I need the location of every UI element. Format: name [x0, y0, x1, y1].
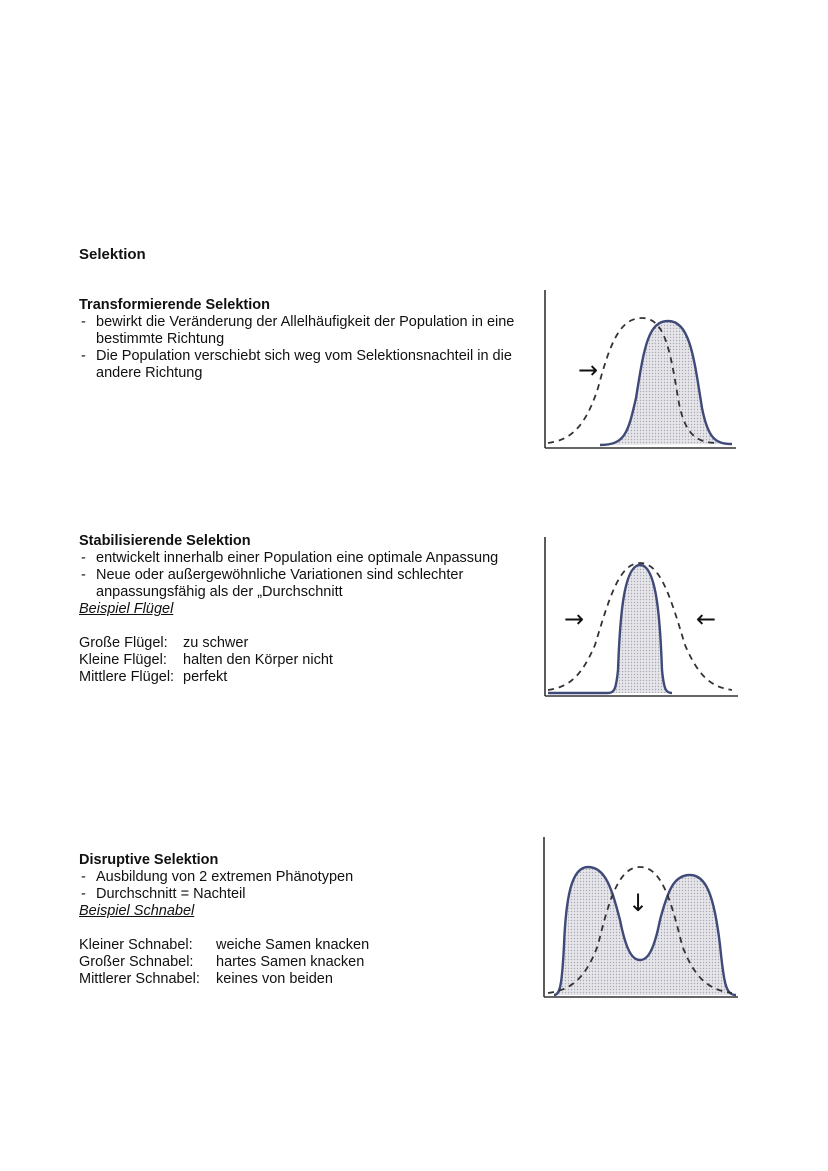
example-row [79, 971, 529, 988]
example-key: Mittlere Flügel: [79, 669, 175, 685]
bullet-item: - Durchschnitt = Nachteil [79, 886, 529, 903]
section-heading: Stabilisierende Selektion [79, 533, 251, 549]
example-row [79, 954, 529, 971]
example-value: halten den Körper nicht [183, 652, 333, 668]
example-heading: Beispiel Flügel [79, 601, 174, 617]
example-key: Großer Schnabel: [79, 954, 194, 970]
section-heading: Transformierende Selektion [79, 297, 270, 313]
section-transformierende-selektion [79, 297, 529, 382]
example-heading: Beispiel Schnabel [79, 903, 195, 919]
bullet-item: - bewirkt die Veränderung der Allelhäufigkeit der Population in eine bestimmte Richtung [79, 314, 529, 348]
example-row [79, 635, 529, 652]
example-key: Mittlerer Schnabel: [79, 971, 200, 987]
arrow-down-icon: ↓ [628, 889, 649, 917]
arrow-right-icon: → [564, 605, 585, 633]
example-value: keines von beiden [216, 971, 333, 987]
page-title: Selektion [79, 246, 146, 263]
bullet-list [79, 314, 529, 382]
example-key: Große Flügel: [79, 635, 168, 651]
example-key: Kleine Flügel: [79, 652, 167, 668]
arrow-left-icon: ← [696, 605, 717, 633]
bullet-list [79, 869, 529, 903]
section-stabilisierende-selektion [79, 533, 529, 686]
example-row [79, 937, 529, 954]
example-value: perfekt [183, 669, 228, 685]
example-row [79, 669, 529, 686]
bullet-item: - Ausbildung von 2 extremen Phänotypen [79, 869, 529, 886]
arrow-right-icon: → [578, 356, 599, 384]
bullet-item: - Die Population verschiebt sich weg vom Selektionsnachteil in die andere Richtung [79, 348, 529, 382]
bullet-item: - Neue oder außergewöhnliche Variationen sind schlechter anpassungsfähig als der „Durchschnitt [79, 567, 529, 601]
section-disruptive-selektion [79, 852, 529, 988]
example-value: zu schwer [183, 635, 249, 651]
disruptive-selection-diagram [540, 835, 740, 1005]
section-heading: Disruptive Selektion [79, 852, 219, 868]
example-key: Kleiner Schnabel: [79, 937, 193, 953]
bullet-list [79, 550, 529, 601]
bullet-item: - entwickelt innerhalb einer Population eine optimale Anpassung [79, 550, 529, 567]
example-value: hartes Samen knacken [216, 954, 365, 970]
directional-selection-diagram [540, 288, 740, 453]
stabilizing-selection-diagram [540, 535, 740, 700]
example-value: weiche Samen knacken [216, 937, 370, 953]
example-row [79, 652, 529, 669]
